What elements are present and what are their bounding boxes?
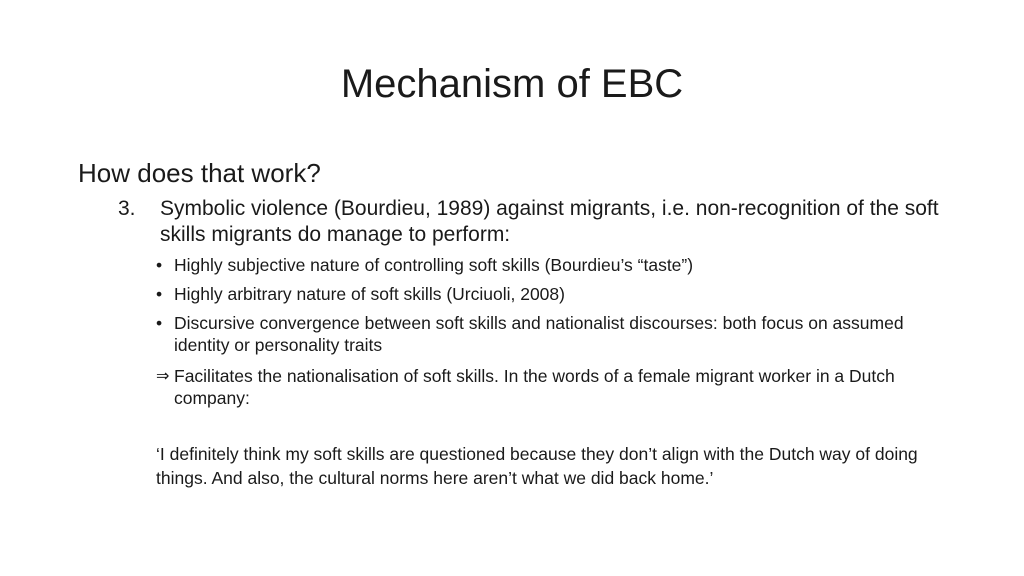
point-number: 3. (118, 197, 136, 220)
numbered-point (118, 196, 968, 248)
implication-text: Facilitates the nationalisation of soft skills. In the words of a female migrant worker in a Dutch company: (174, 366, 895, 408)
bullet-marker: • (156, 313, 163, 333)
bullet-text: Discursive convergence between soft skills and nationalist discourses: both focus on assumed identity or personality traits (174, 313, 904, 355)
bullet-list (156, 254, 956, 363)
implies-arrow-icon: ⇒ (156, 366, 170, 385)
bullet-text: Highly subjective nature of controlling soft skills (Bourdieu’s “taste”) (174, 255, 694, 275)
list-item (156, 254, 956, 276)
bullet-marker: • (156, 284, 163, 304)
slide-title: Mechanism of EBC (340, 62, 684, 106)
point-text: Symbolic violence (Bourdieu, 1989) against migrants, i.e. non-recognition of the soft skills migrants do manage to perform: (160, 197, 939, 246)
list-item (156, 312, 956, 356)
bullet-text: Highly arbitrary nature of soft skills (Urciuoli, 2008) (174, 284, 565, 304)
migrant-quote: ‘I definitely think my soft skills are questioned because they don’t align with the Dutch way of doing things. And also, the cultural norms here aren’t what we did back home.’ (156, 444, 918, 488)
section-heading: How does that work? (78, 158, 321, 188)
list-item (156, 283, 956, 305)
implication (156, 365, 956, 409)
bullet-marker: • (156, 255, 163, 275)
